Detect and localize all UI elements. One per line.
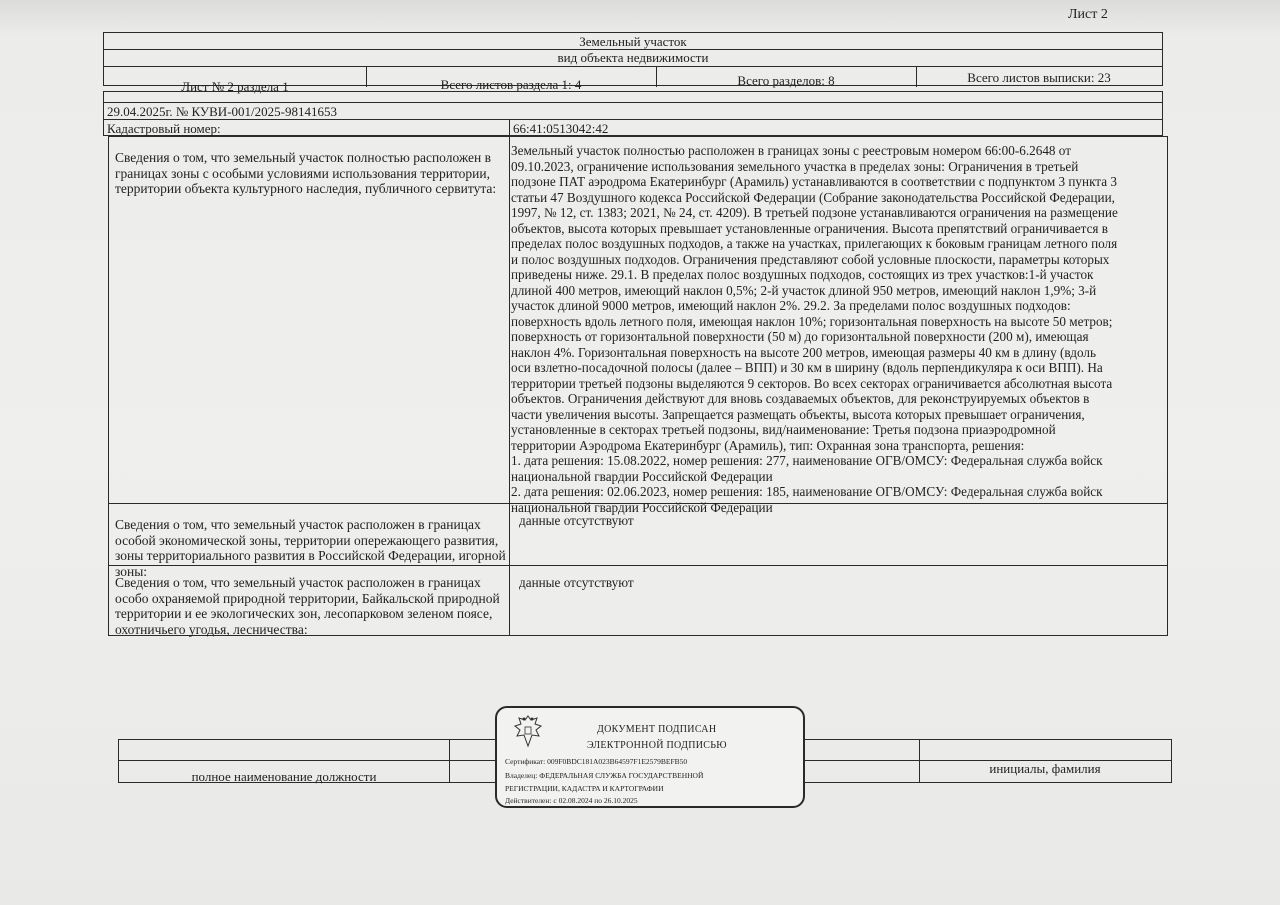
request-row — [103, 103, 1163, 120]
date-number-row — [103, 91, 1163, 103]
zone-text-line: территории Аэродрома Екатеринбург (Арамиль), тип: Охранная зона транспорта, решения: — [511, 437, 1025, 453]
zone-text-line: национальной гвардии Российской Федерации — [511, 499, 773, 515]
object-title-row — [103, 32, 1163, 50]
zone-text-line: участок длиной 9000 метров, имеющий наклон 2%. 29.2. За пределами полос воздушных подходов: — [511, 298, 1071, 313]
info-table — [108, 136, 1168, 636]
economic-zone-value: данные отсутствуют — [519, 513, 634, 528]
zone-text-line: длиной 400 метров, имеющий наклон 0,5%; 2-й участок длиной 950 метров, имеющий наклон 1,9%; 3-й — [511, 282, 1097, 298]
zone-text-line: установленные в секторах третьей подзоны, вид/наименование: Третья подзона приаэродромной — [511, 422, 1056, 437]
zone-text-line: части увеличения высоты. Запрещается размещать объекты, высота которых превышает ограничения, — [511, 406, 1085, 422]
zone-text-line: территории третьей подзоны выделяются 9 секторов. Во всех секторах ограничивается абсолютная высота — [511, 375, 1113, 391]
stamp-owner-2: РЕГИСТРАЦИИ, КАДАСТРА И КАРТОГРАФИИ — [505, 784, 664, 793]
protected-territory-label: Сведения о том, что земельный участок расположен в границах особо охраняемой природной территории, Байкальской природной территории и ее экологических зон, лесопарковом зеленом поясе, охотничьего угодья, лесничества: — [115, 575, 500, 637]
zone-text-line: оси взлетно-посадочной полосы (далее – ВПП) и 30 км в ширину (вдоль перпендикуляра к оси ВПП). На — [511, 360, 1103, 375]
zone-text-line: наклон 4%. Горизонтальная поверхность на высоте 200 метров, имеющая размеры 40 км в длину (вдоль — [511, 344, 1096, 360]
zone-text-line: национальной гвардии Российской Федерации — [511, 468, 773, 484]
zone-text-line: приведены ниже. 29.1. В пределах полос воздушных подходов, состоящих из трех участков:1-й участок — [511, 267, 1094, 282]
zone-restrictions-value — [511, 143, 1165, 515]
request-number: 29.04.2025г. № КУВИ-001/2025-98141653 — [107, 104, 337, 119]
stamp-certificate: Сертификат: 009F0BDC181A023B64597F1E2579BEFB50 — [505, 757, 688, 766]
sheet-number: Лист 2 — [1068, 7, 1108, 22]
zone-text-line: 1997, № 12, ст. 1383; 2021, № 24, ст. 4209). В третьей подзоне устанавливаются ограничения на размещение — [511, 205, 1118, 220]
zone-text-line: подзоне ПАТ аэродрома Екатеринбург (Арамиль) устанавливаются в соответствии с подпунктом 3 пункта 3 — [511, 174, 1117, 189]
zone-text-line: и полос воздушных подходов. Ограничения представляют собой условные плоскости, параметры которых — [511, 251, 1110, 267]
zone-text-line: объектов, высота которых превышает установленные ограничения. Высота препятствий ограничивается в — [511, 220, 1109, 236]
object-kind-row — [103, 49, 1163, 67]
economic-zone-label: Сведения о том, что земельный участок расположен в границах особой экономической зоны, территории опережающего развития, зоны территориального развития в Российской Федерации, игорной зоны: — [115, 517, 506, 579]
zone-text-line: Земельный участок полностью расположен в границах зоны с реестровым номером 66:00-6.2648 от — [511, 143, 1071, 158]
cadastral-row — [103, 119, 1163, 136]
cadastral-number: 66:41:0513042:42 — [513, 121, 609, 136]
zone-text-line: пределах полос воздушных подходов, а также на участках, прилегающих к боковым границам летного поля — [511, 236, 1118, 251]
zone-text-line: поверхность от горизонтальной поверхности (50 м) до горизонтальной поверхности (200 м), имеющая — [511, 329, 1089, 344]
sheet-of-section: Лист № 2 раздела 1 — [181, 79, 289, 94]
stamp-title-1: ДОКУМЕНТ ПОДПИСАН — [597, 724, 717, 735]
position-label: полное наименование должности — [191, 769, 377, 784]
name-label: инициалы, фамилия — [989, 761, 1101, 776]
object-kind: вид объекта недвижимости — [557, 50, 709, 65]
stamp-owner-1: Владелец: ФЕДЕРАЛЬНАЯ СЛУЖБА ГОСУДАРСТВЕННОЙ — [505, 771, 704, 780]
sheet-info-row — [103, 66, 1163, 94]
zone-restrictions-label: Сведения о том, что земельный участок полностью расположен в границах зоны с особыми условиями использования территории, территории объекта культурного наследия, публичного сервитута: — [115, 150, 497, 196]
cadastral-label: Кадастровый номер: — [107, 121, 221, 136]
zone-text-line: 1. дата решения: 15.08.2022, номер решения: 277, наименование ОГВ/ОМСУ: Федеральная служба войск — [511, 453, 1103, 468]
electronic-signature-stamp — [495, 706, 805, 808]
total-sheets-section: Всего листов раздела 1: 4 — [440, 77, 582, 92]
stamp-title-2: ЭЛЕКТРОННОЙ ПОДПИСЬЮ — [587, 740, 727, 751]
object-title: Земельный участок — [579, 34, 687, 49]
total-sheets-extract: Всего листов выписки: 23 — [967, 70, 1111, 85]
zone-text-line: статьи 47 Воздушного кодекса Российской Федерации (Собрание законодательства Российской Федерации, — [511, 189, 1115, 205]
coat-of-arms-icon — [513, 714, 543, 748]
zone-text-line: 09.10.2023, ограничение использования земельного участка в пределах зоны: Ограничения в третьей — [511, 158, 1079, 174]
zone-text-line: 2. дата решения: 02.06.2023, номер решения: 185, наименование ОГВ/ОМСУ: Федеральная служба войск — [511, 484, 1103, 499]
stamp-validity: Действителен: с 02.08.2024 по 26.10.2025 — [505, 796, 638, 805]
zone-text-line: объектов. Ограничения действуют для вновь создаваемых объектов, для реконструируемых объектов в — [511, 391, 1090, 406]
total-sections: Всего разделов: 8 — [737, 73, 835, 88]
protected-territory-value: данные отсутствуют — [519, 575, 634, 590]
zone-text-line: поверхность вдоль летного поля, имеющая наклон 10%; горизонтальная поверхность на высоте 50 метров; — [511, 313, 1113, 329]
